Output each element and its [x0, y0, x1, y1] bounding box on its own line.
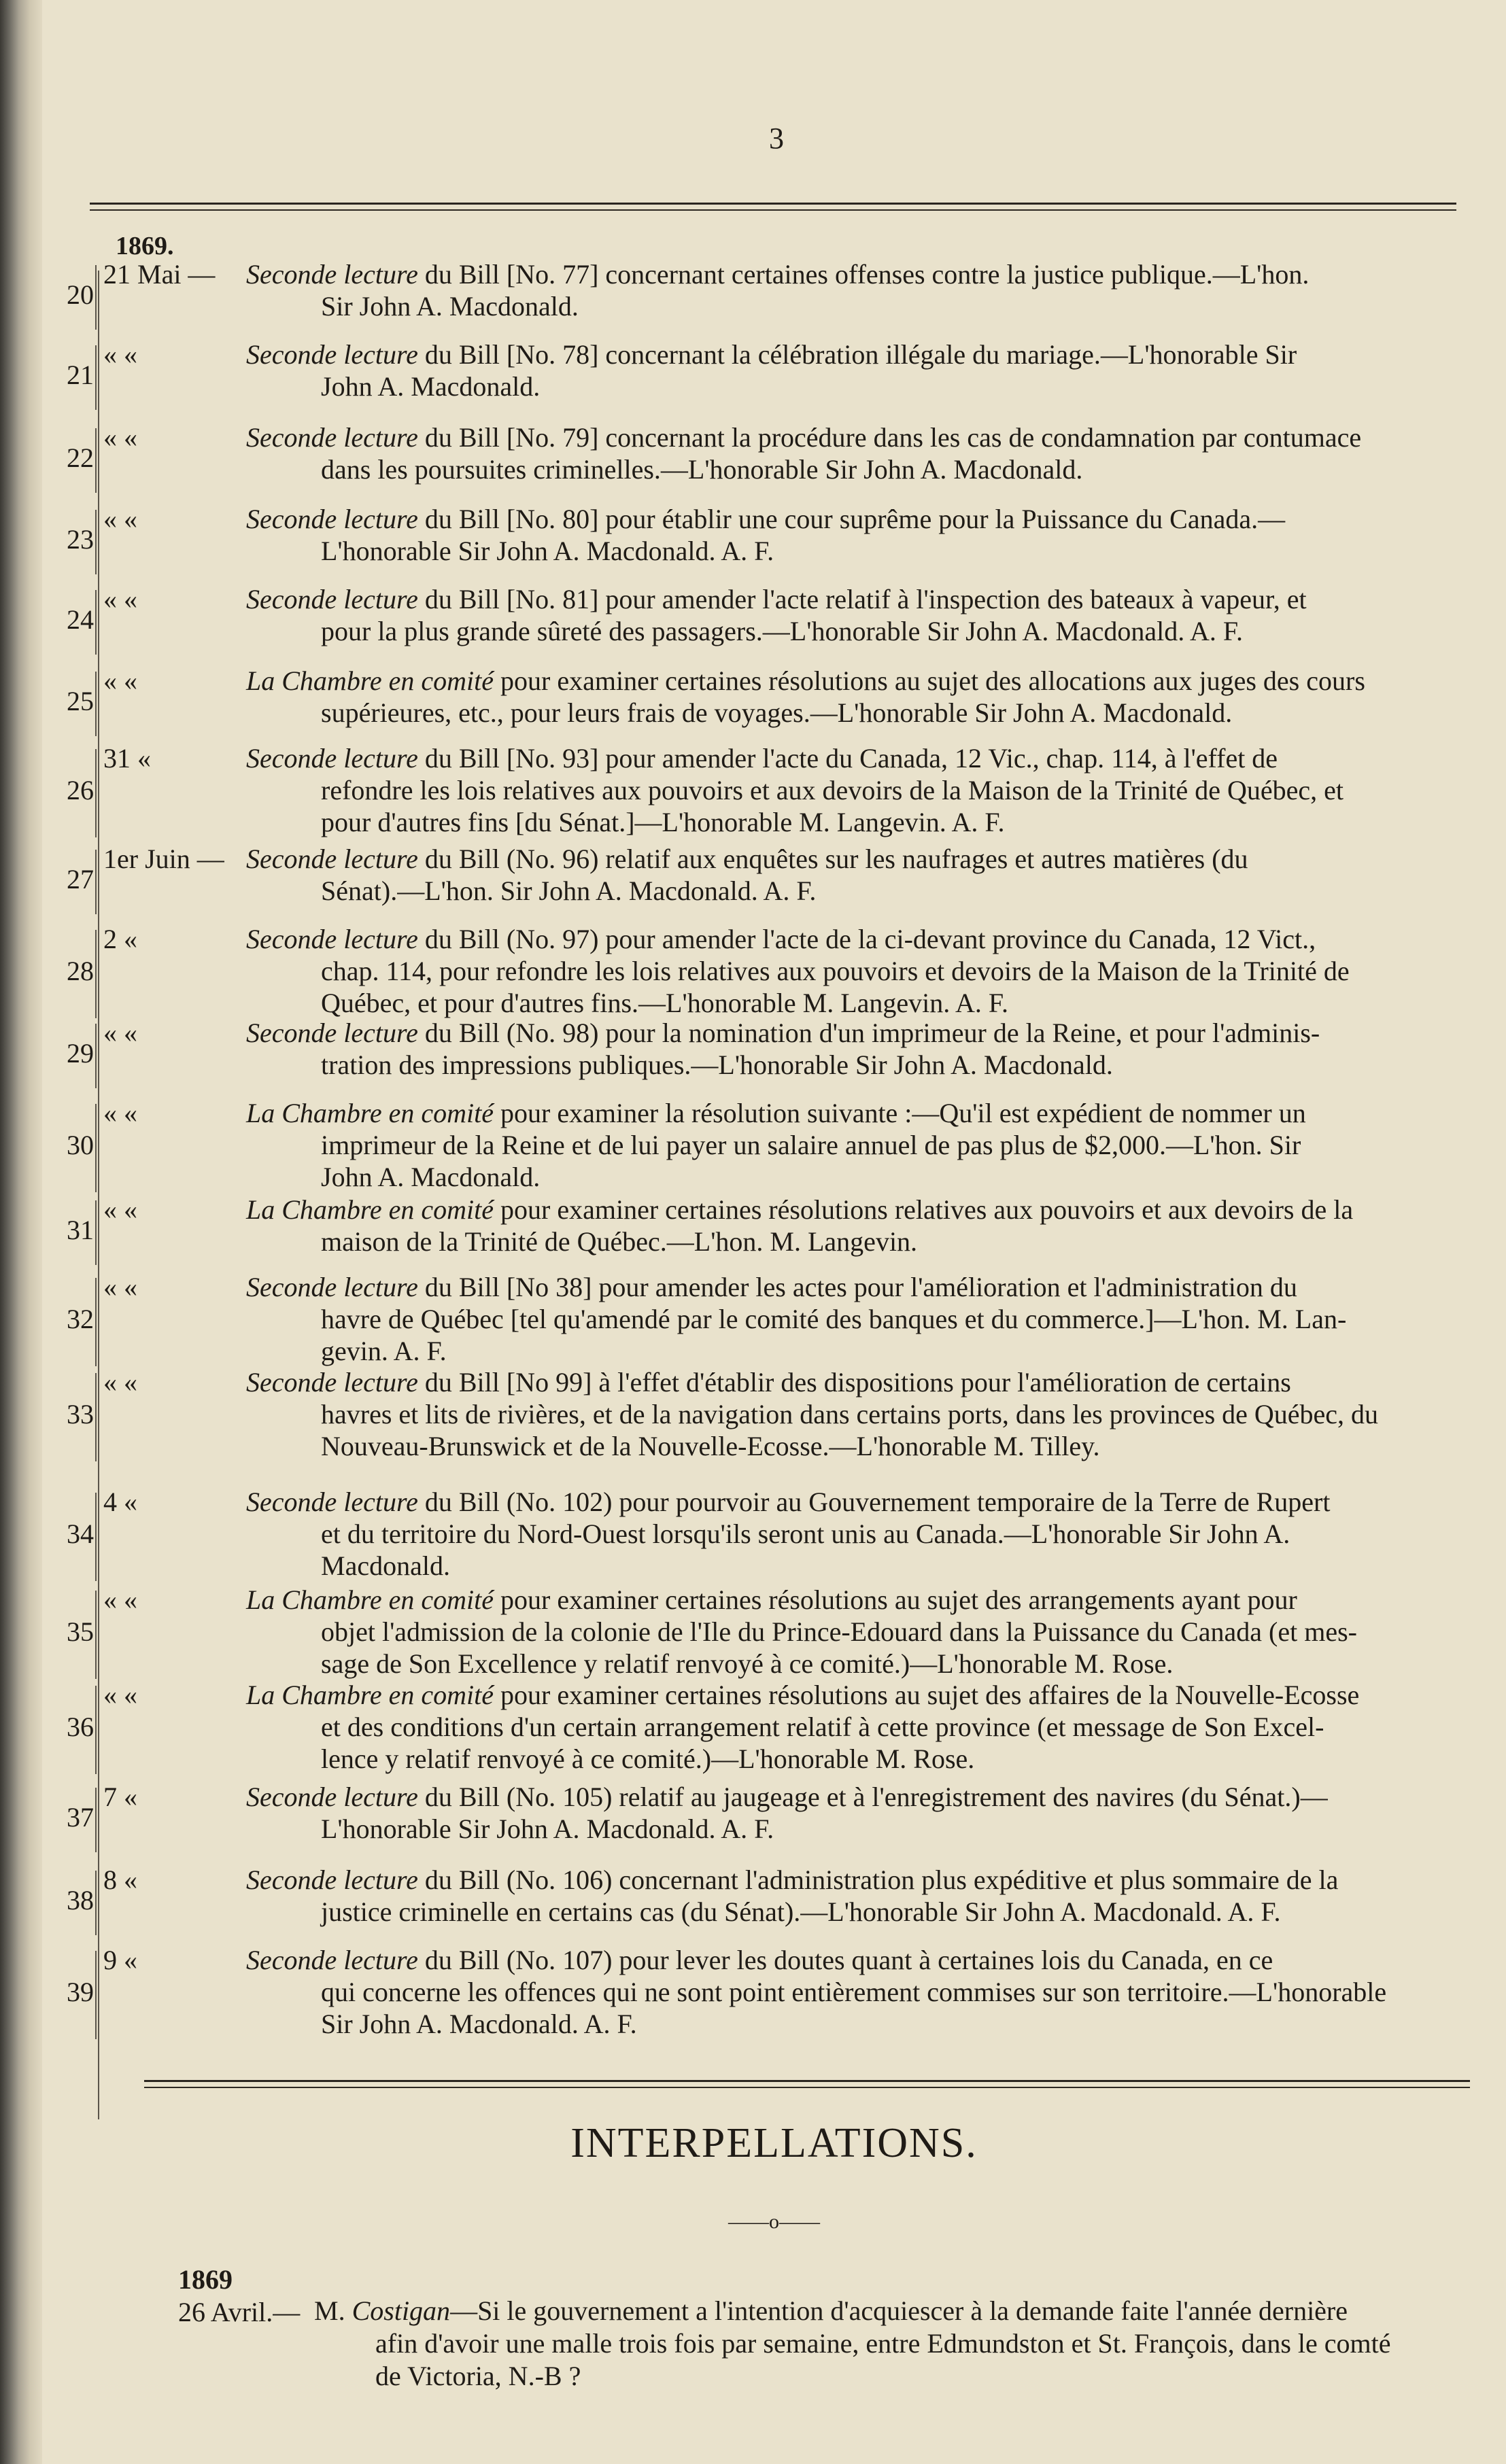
entry-lead: Seconde lecture — [246, 1782, 418, 1812]
entry-date: « « — [103, 1680, 137, 1710]
interpellation-year: 1869 — [178, 2264, 233, 2295]
entry-line2: et du territoire du Nord-Ouest lorsqu'ils seront unis au Canada.—L'honorable Sir John A. — [321, 1519, 1290, 1549]
entry-first-line — [246, 843, 1436, 875]
entry-line2: objet l'admission de la colonie de l'Ile du Prince-Edouard dans la Puissance du Canada (et mes- — [321, 1616, 1357, 1647]
year-header: 1869. — [116, 232, 174, 260]
entry-number: 31 — [67, 1215, 94, 1245]
interpellation-speaker-prefix: M. — [314, 2295, 352, 2326]
entry-line2: Sir John A. Macdonald. — [321, 291, 579, 322]
entry-lead: Seconde lecture — [246, 422, 418, 453]
entry-line2: dans les poursuites criminelles.—L'honorable Sir John A. Macdonald. — [321, 454, 1083, 485]
entry-lead: Seconde lecture — [246, 339, 418, 370]
entry-lead: La Chambre en comité — [246, 1680, 494, 1710]
entry-number: 36 — [67, 1712, 94, 1742]
entry-number: 25 — [67, 686, 94, 716]
entry-line1: du Bill (No. 102) pour pourvoir au Gouvernement temporaire de la Terre de Rupert — [417, 1487, 1331, 1517]
entry-first-line — [246, 583, 1436, 615]
entry-text — [246, 1781, 1436, 1845]
entry-first-line — [246, 1781, 1436, 1813]
entry-number: 28 — [67, 956, 94, 986]
entry-lead: Seconde lecture — [246, 1018, 418, 1048]
entry-lead: La Chambre en comité — [246, 665, 494, 696]
entry-text — [246, 843, 1436, 907]
interpellation-body — [178, 2295, 1470, 2393]
entry-line1: du Bill [No. 77] concernant certaines offenses contre la justice publique.—L'hon. — [417, 259, 1310, 290]
entry-line2: imprimeur de la Reine et de lui payer un salaire annuel de pas plus de $2,000.—L'hon. Sir — [321, 1130, 1301, 1160]
number-column-rule — [95, 850, 97, 914]
entry-first-line — [246, 1486, 1436, 1518]
entry-line1: du Bill (No. 105) relatif au jaugeage et à l'enregistrement des navires (du Sénat.)— — [417, 1782, 1328, 1812]
number-column-rule — [95, 1788, 97, 1852]
entry-date: « « — [103, 339, 137, 370]
entry-line3: Québec, et pour d'autres fins.—L'honorable M. Langevin. A. F. — [321, 988, 1008, 1018]
number-column-rule — [95, 510, 97, 574]
entry-number: 26 — [67, 775, 94, 805]
entry-line1: pour examiner la résolution suivante :—Qu'il est expédient de nommer un — [494, 1098, 1306, 1128]
number-column-rule — [95, 428, 97, 493]
date-column-rule — [98, 271, 99, 2119]
entry-first-line — [246, 1097, 1436, 1129]
number-column-rule — [95, 590, 97, 655]
section-ornament: ——o—— — [728, 2210, 820, 2233]
entry-text — [246, 258, 1436, 322]
entry-line1: du Bill (No. 96) relatif aux enquêtes sur les naufrages et autres matières (du — [417, 844, 1248, 874]
entry-lead: Seconde lecture — [246, 1945, 418, 1975]
number-column-rule — [95, 265, 97, 330]
entry-number: 34 — [67, 1519, 94, 1549]
entry-line1: pour examiner certaines résolutions au sujet des arrangements ayant pour — [494, 1584, 1297, 1615]
entry-lead: Seconde lecture — [246, 584, 418, 614]
entry-line2: havres et lits de rivières, et de la navigation dans certains ports, dans les provinces de Québec, du — [321, 1399, 1379, 1429]
number-column-rule — [95, 345, 97, 410]
entry-lead: La Chambre en comité — [246, 1194, 494, 1225]
entry-text — [246, 503, 1436, 567]
number-column-rule — [95, 749, 97, 837]
interpellation-line3: de Victoria, N.-B ? — [375, 2361, 581, 2391]
entry-line2: supérieures, etc., pour leurs frais de voyages.—L'honorable Sir John A. Macdonald. — [321, 697, 1233, 728]
entry-line1: du Bill [No 99] à l'effet d'établir des dispositions pour l'amélioration de certains — [417, 1367, 1291, 1398]
number-column-rule — [95, 1200, 97, 1265]
entry-lead: Seconde lecture — [246, 1487, 418, 1517]
entry-first-line — [246, 1194, 1436, 1226]
entry-first-line — [246, 1271, 1436, 1303]
entry-line2: justice criminelle en certains cas (du Sénat).—L'honorable Sir John A. Macdonald. A. F. — [321, 1896, 1281, 1927]
entry-line2: pour la plus grande sûreté des passagers.—L'honorable Sir John A. Macdonald. A. F. — [321, 616, 1243, 646]
entry-date: « « — [103, 504, 137, 534]
entry-line1: du Bill [No. 79] concernant la procédure dans les cas de condamnation par contumace — [417, 422, 1362, 453]
entry-date: 7 « — [103, 1782, 137, 1812]
entry-number: 32 — [67, 1304, 94, 1334]
entry-first-line — [246, 1944, 1436, 1976]
entry-text — [246, 339, 1436, 402]
entry-date: « « — [103, 584, 137, 614]
entry-date: 8 « — [103, 1864, 137, 1895]
entry-date: 4 « — [103, 1487, 137, 1517]
entry-date: « « — [103, 665, 137, 696]
entry-text — [246, 1194, 1436, 1257]
entry-line3: pour d'autres fins [du Sénat.]—L'honorable M. Langevin. A. F. — [321, 807, 1005, 837]
entry-lead: La Chambre en comité — [246, 1098, 494, 1128]
entry-number: 38 — [67, 1885, 94, 1915]
entry-line1: du Bill [No. 80] pour établir une cour suprême pour la Puissance du Canada.— — [417, 504, 1286, 534]
entry-line2: John A. Macdonald. — [321, 371, 541, 402]
entry-number: 23 — [67, 524, 94, 555]
entry-first-line — [246, 1366, 1436, 1398]
entry-line2: tration des impressions publiques.—L'honorable Sir John A. Macdonald. — [321, 1049, 1113, 1080]
entry-line3: John A. Macdonald. — [321, 1162, 541, 1192]
entry-line1: pour examiner certaines résolutions au sujet des allocations aux juges des cours — [494, 665, 1365, 696]
section-rule-second — [144, 2087, 1470, 2088]
entry-line2: L'honorable Sir John A. Macdonald. A. F. — [321, 536, 774, 566]
entry-line3: sage de Son Excellence y relatif renvoyé à ce comité.)—L'honorable M. Rose. — [321, 1648, 1174, 1679]
entry-line1: du Bill [No 38] pour amender les actes pour l'amélioration et l'administration du — [417, 1272, 1297, 1302]
entry-line3: gevin. A. F. — [321, 1336, 447, 1366]
entry-line1: pour examiner certaines résolutions au sujet des affaires de la Nouvelle-Ecosse — [494, 1680, 1360, 1710]
entry-first-line — [246, 665, 1436, 697]
document-page — [42, 0, 1506, 2464]
number-column-rule — [95, 1493, 97, 1581]
number-column-rule — [95, 672, 97, 736]
entry-lead: Seconde lecture — [246, 844, 418, 874]
number-column-rule — [95, 1686, 97, 1774]
entry-line2: maison de la Trinité de Québec.—L'hon. M. Langevin. — [321, 1226, 918, 1257]
entry-text — [246, 1097, 1436, 1193]
number-column-rule — [95, 930, 97, 1018]
section-title: INTERPELLATIONS. — [570, 2120, 978, 2166]
number-column-rule — [95, 1871, 97, 1935]
entry-date: 9 « — [103, 1945, 137, 1975]
entry-text — [246, 1584, 1436, 1680]
entry-text — [246, 1017, 1436, 1081]
entry-first-line — [246, 1584, 1436, 1616]
entry-number: 21 — [67, 360, 94, 390]
entry-line1: du Bill (No. 97) pour amender l'acte de la ci-devant province du Canada, 12 Vict., — [417, 924, 1316, 954]
entry-lead: Seconde lecture — [246, 924, 418, 954]
entry-date: « « — [103, 1098, 137, 1128]
entry-number: 33 — [67, 1399, 94, 1429]
book-binding-edge — [0, 0, 42, 2464]
entry-lead: Seconde lecture — [246, 1272, 418, 1302]
entry-text — [246, 1271, 1436, 1367]
number-column-rule — [95, 1104, 97, 1192]
entry-number: 24 — [67, 604, 94, 635]
entry-date: « « — [103, 1367, 137, 1398]
entry-first-line — [246, 742, 1436, 774]
entry-date: 2 « — [103, 924, 137, 954]
section-rule — [144, 2080, 1470, 2082]
entry-line1: du Bill [No. 78] concernant la célébration illégale du mariage.—L'honorable Sir — [417, 339, 1297, 370]
entry-number: 29 — [67, 1038, 94, 1069]
entry-date: « « — [103, 1194, 137, 1225]
entry-line3: Sir John A. Macdonald. A. F. — [321, 2009, 637, 2039]
entry-number: 37 — [67, 1802, 94, 1833]
number-column-rule — [95, 1591, 97, 1679]
entry-line1: du Bill [No. 93] pour amender l'acte du Canada, 12 Vic., chap. 114, à l'effet de — [417, 743, 1278, 774]
entry-first-line — [246, 1017, 1436, 1049]
entry-lead: Seconde lecture — [246, 1864, 418, 1895]
entry-lead: Seconde lecture — [246, 504, 418, 534]
entry-first-line — [246, 421, 1436, 453]
top-rule — [90, 203, 1456, 205]
entry-text — [246, 742, 1436, 838]
number-column-rule — [95, 1024, 97, 1088]
entry-text — [246, 583, 1436, 647]
entry-text — [246, 665, 1436, 729]
interpellation-speaker: Costigan — [352, 2295, 451, 2326]
number-column-rule — [95, 1951, 97, 2039]
entry-first-line — [246, 1679, 1436, 1711]
entry-date: 1er Juin — — [103, 844, 224, 874]
entry-line1: du Bill (No. 107) pour lever les doutes quant à certaines lois du Canada, en ce — [417, 1945, 1273, 1975]
entry-number: 27 — [67, 864, 94, 895]
interpellation-line2: afin d'avoir une malle trois fois par semaine, entre Edmundston et St. François, dans le comté — [375, 2328, 1391, 2359]
entry-first-line — [246, 339, 1436, 370]
entry-number: 35 — [67, 1616, 94, 1647]
entry-text — [246, 1864, 1436, 1928]
entry-text — [246, 923, 1436, 1019]
interpellation-line1: —Si le gouvernement a l'intention d'acquiescer à la demande faite l'année dernière — [450, 2295, 1348, 2326]
entry-number: 30 — [67, 1130, 94, 1160]
entry-first-line — [246, 923, 1436, 955]
entry-lead: Seconde lecture — [246, 1367, 418, 1398]
entry-date: 21 Mai — — [103, 259, 216, 290]
interpellation-date: 26 Avril.— — [178, 2297, 301, 2327]
entry-first-line — [246, 503, 1436, 535]
number-column-rule — [95, 1373, 97, 1461]
entry-text — [246, 1944, 1436, 2040]
entry-number: 20 — [67, 279, 94, 310]
entry-line2: refondre les lois relatives aux pouvoirs et aux devoirs de la Maison de la Trinité de Québec, et — [321, 775, 1344, 805]
entry-number: 22 — [67, 443, 94, 473]
entry-date: « « — [103, 1018, 137, 1048]
entry-text — [246, 421, 1436, 485]
entry-text — [246, 1679, 1436, 1775]
entry-line2: et des conditions d'un certain arrangement relatif à cette province (et message de Son Excel- — [321, 1712, 1324, 1742]
entry-lead: Seconde lecture — [246, 259, 418, 290]
entry-lead: La Chambre en comité — [246, 1584, 494, 1615]
entry-number: 39 — [67, 1977, 94, 2007]
top-rule-second — [90, 209, 1456, 211]
page-number: 3 — [769, 122, 784, 155]
entry-line2: chap. 114, pour refondre les lois relatives aux pouvoirs et devoirs de la Maison de la Trinité de — [321, 956, 1350, 986]
entry-line2: Sénat).—L'hon. Sir John A. Macdonald. A. F. — [321, 875, 817, 906]
entry-line2: qui concerne les offences qui ne sont point entièrement commises sur son territoire.—L'honorable — [321, 1977, 1387, 2007]
entry-text — [246, 1366, 1436, 1462]
entry-line2: havre de Québec [tel qu'amendé par le comité des banques et du commerce.]—L'hon. M. Lan- — [321, 1304, 1347, 1334]
entry-line1: du Bill [No. 81] pour amender l'acte relatif à l'inspection des bateaux à vapeur, et — [417, 584, 1307, 614]
entry-line1: pour examiner certaines résolutions relatives aux pouvoirs et aux devoirs de la — [494, 1194, 1354, 1225]
entry-first-line — [246, 258, 1436, 290]
entry-date: « « — [103, 422, 137, 453]
entry-lead: Seconde lecture — [246, 743, 418, 774]
entry-date: « « — [103, 1272, 137, 1302]
interpellation — [178, 2263, 1470, 2393]
entry-line1: du Bill (No. 106) concernant l'administration plus expéditive et plus sommaire de la — [417, 1864, 1339, 1895]
entry-line2: L'honorable Sir John A. Macdonald. A. F. — [321, 1814, 774, 1844]
entry-line3: Macdonald. — [321, 1550, 450, 1581]
entry-line3: lence y relatif renvoyé à ce comité.)—L'honorable M. Rose. — [321, 1743, 975, 1774]
entry-text — [246, 1486, 1436, 1582]
number-column-rule — [95, 1278, 97, 1366]
entry-date: « « — [103, 1584, 137, 1615]
entry-date: 31 « — [103, 743, 151, 774]
entry-line3: Nouveau-Brunswick et de la Nouvelle-Ecosse.—L'honorable M. Tilley. — [321, 1431, 1100, 1461]
entry-line1: du Bill (No. 98) pour la nomination d'un imprimeur de la Reine, et pour l'adminis- — [417, 1018, 1320, 1048]
entry-first-line — [246, 1864, 1436, 1896]
